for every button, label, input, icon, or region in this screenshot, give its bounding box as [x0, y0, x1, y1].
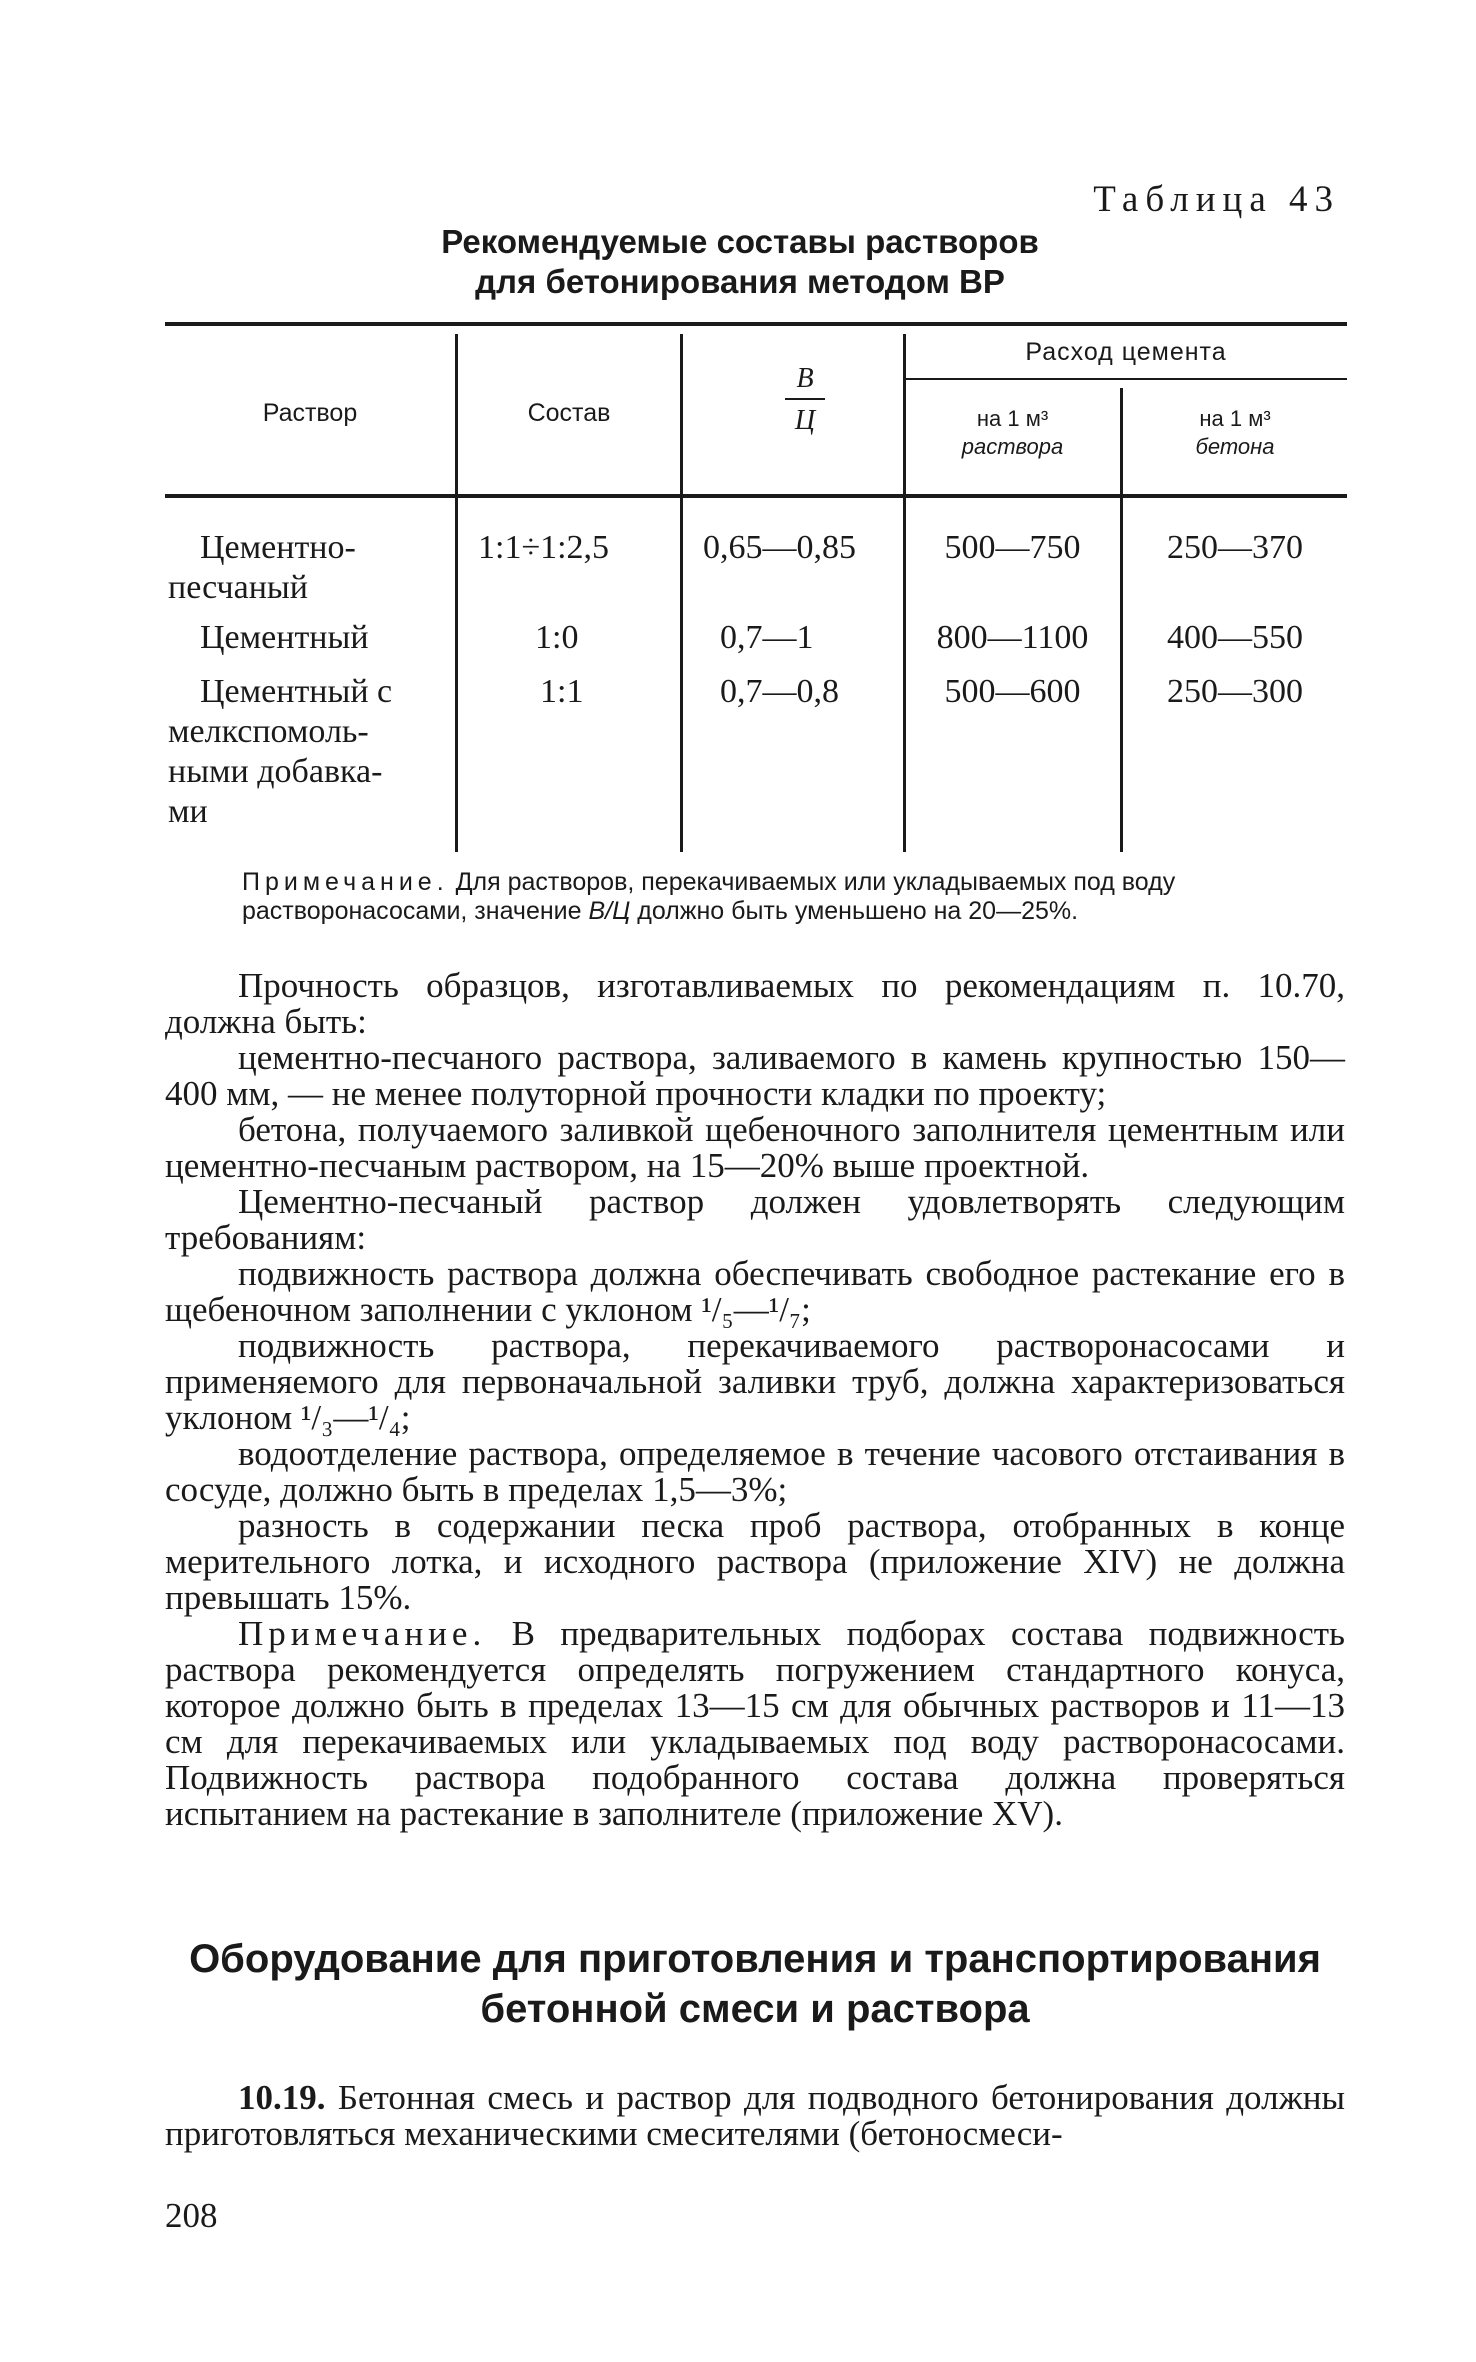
fraction-bar	[785, 398, 825, 400]
table-top-rule	[165, 322, 1347, 326]
table-title-line: для бетонирования методом ВР	[475, 263, 1005, 300]
heading-line: бетонной смеси и раствора	[480, 1987, 1030, 2031]
table-title-line: Рекомендуемые составы растворов	[441, 223, 1039, 260]
section-paragraph	[165, 2080, 1345, 2152]
table-header-rule	[165, 494, 1347, 498]
body-text	[165, 968, 1345, 1832]
paragraph: подвижность раствора, перекачиваемого растворонасосами и применяемого для первоначальной заливки труб, должна характеризоваться уклоном ¹/₃—¹/₄;	[165, 1326, 1345, 1437]
paragraph: разность в содержании песка проб раствора, отобранных в конце мерительного лотка, и исходного раствора (приложение XIV) не должна превышать 15%.	[165, 1506, 1345, 1617]
row-name-line: ми	[168, 793, 208, 830]
row-name-line: мелкспомоль-	[168, 713, 369, 750]
row-per-concrete: 400—550	[1167, 619, 1303, 656]
section-heading	[165, 1934, 1345, 2034]
header-composition: Состав	[527, 399, 611, 427]
wc-denominator: Ц	[794, 405, 816, 436]
row-per-solution: 800—1100	[936, 619, 1089, 656]
row-name-line: Цементный с	[200, 673, 393, 710]
header-wc-ratio	[690, 362, 920, 438]
row-name-line: Цементно-	[200, 529, 356, 566]
table-title	[300, 222, 1180, 302]
col-divider	[680, 334, 683, 852]
note-paragraph	[165, 1616, 1345, 1832]
header-per-m3-concrete	[1123, 405, 1347, 461]
header-per-m3-solution	[905, 405, 1120, 461]
wc-numerator: В	[796, 363, 814, 394]
header-solution: Раствор	[262, 399, 358, 427]
row-composition: 1:0	[535, 619, 579, 656]
table-number: Таблица 43	[1093, 179, 1340, 220]
header-line: на 1 м³	[976, 406, 1049, 431]
note-text: В предварительных подборах состава подвижность раствора рекомендуется определять погружением стандартного конуса, которое должно быть в пределах 13—15 см для обычных растворов и 11—13 см для перекачиваемых или укладываемых под воду растворонасосами. Подвижность раствора подобранного состава должна проверяться испытанием на растекание в заполнителе (приложение XV).	[165, 1614, 1345, 1833]
note-text: Для растворов, перекачиваемых или укладываемых под воду растворонасосами, значение	[242, 868, 1176, 925]
table-note	[242, 868, 1342, 926]
header-cement-use: Расход цемента	[1025, 338, 1227, 366]
row-name-line: песчаный	[168, 569, 308, 606]
row-wc: 0,65—0,85	[703, 529, 856, 566]
note-text: должно быть уменьшено на 20—25%.	[630, 897, 1079, 925]
row-composition: 1:1	[540, 673, 584, 710]
page-number: 208	[165, 2196, 218, 2235]
row-name-line: ными добавка-	[168, 753, 383, 790]
cement-use-subrule	[905, 378, 1347, 380]
paragraph: цементно-песчаного раствора, заливаемого в камень крупностью 150—400 мм, — не менее полуторной прочности кладки по проекту;	[165, 1038, 1345, 1113]
paragraph	[165, 2080, 1345, 2152]
row-wc: 0,7—1	[720, 619, 814, 656]
note-wc: В/Ц	[588, 897, 631, 925]
paragraph: Прочность образцов, изготавливаемых по рекомендациям п. 10.70, должна быть:	[165, 966, 1345, 1041]
paragraph: бетона, получаемого заливкой щебеночного заполнителя цементным или цементно-песчаным раствором, на 15—20% выше проектной.	[165, 1110, 1345, 1185]
paragraph: водоотделение раствора, определяемое в течение часового отстаивания в сосуде, должно быть в пределах 1,5—3%;	[165, 1434, 1345, 1509]
row-name	[168, 672, 453, 832]
row-per-concrete: 250—300	[1167, 673, 1303, 710]
paragraph: подвижность раствора должна обеспечивать свободное растекание его в щебеночном заполнении с уклоном ¹/₅—¹/₇;	[165, 1254, 1345, 1329]
row-name	[168, 528, 453, 608]
paragraph-text: Бетонная смесь и раствор для подводного бетонирования должны приготовляться механическими смесителями (бетоносмеси-	[165, 2078, 1345, 2153]
header-line: бетона	[1195, 434, 1275, 459]
note-label: Примечание.	[242, 868, 449, 896]
row-wc: 0,7—0,8	[720, 673, 839, 710]
row-composition: 1:1÷1:2,5	[478, 529, 610, 566]
row-per-solution: 500—600	[944, 673, 1081, 710]
row-per-solution: 500—750	[944, 529, 1081, 566]
header-line: раствора	[961, 434, 1064, 459]
header-line: на 1 м³	[1199, 406, 1271, 431]
note-label: Примечание.	[238, 1614, 487, 1653]
paragraph: Цементно-песчаный раствор должен удовлетворять следующим требованиям:	[165, 1182, 1345, 1257]
row-per-concrete: 250—370	[1167, 529, 1303, 566]
row-name-line: Цементный	[200, 619, 369, 656]
row-name	[168, 618, 453, 658]
heading-line: Оборудование для приготовления и транспортирования	[189, 1937, 1321, 1981]
paragraph-number: 10.19.	[238, 2078, 326, 2117]
